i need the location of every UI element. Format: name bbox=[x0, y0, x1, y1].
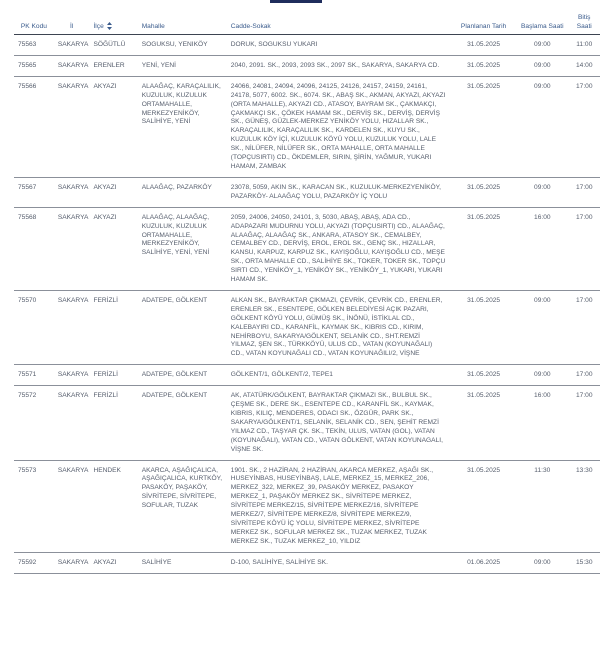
table-row bbox=[14, 55, 600, 76]
cell-bitis: 17:00 bbox=[569, 76, 601, 177]
cell-pk: 75567 bbox=[14, 177, 54, 207]
cell-bitis: 15:30 bbox=[569, 552, 601, 573]
cell-baslama: 09:00 bbox=[516, 35, 568, 56]
cell-il: SAKARYA bbox=[54, 552, 90, 573]
cell-tarih: 31.05.2025 bbox=[451, 460, 516, 552]
table-row bbox=[14, 207, 600, 290]
cell-ilce: FERİZLİ bbox=[89, 365, 137, 386]
cell-mahalle: ALAAĞAÇ, ALAAĞAÇ, KUZULUK, KUZULUK ORTAMAHALLE, MERKEZYENİKÖY, SALİHİYE, YENİ, YENİ bbox=[138, 207, 227, 290]
table-row bbox=[14, 76, 600, 177]
cell-ilce: SÖĞÜTLÜ bbox=[89, 35, 137, 56]
cell-ilce: AKYAZI bbox=[89, 552, 137, 573]
table-row bbox=[14, 177, 600, 207]
cell-mahalle: AKARCA, AŞAĞIÇALICA, AŞAĞIÇALICA, KURTKÖY, PASAKÖY, PAŞAKÖY, SİVRİTEPE, SİVRİTEPE, SOFULAR, TUZAK bbox=[138, 460, 227, 552]
cell-pk: 75565 bbox=[14, 55, 54, 76]
cell-baslama: 09:00 bbox=[516, 55, 568, 76]
cell-il: SAKARYA bbox=[54, 177, 90, 207]
cell-il: SAKARYA bbox=[54, 386, 90, 460]
column-header-cadde[interactable]: Cadde-Sokak bbox=[227, 6, 451, 35]
cell-bitis: 13:30 bbox=[569, 460, 601, 552]
cell-tarih: 31.05.2025 bbox=[451, 76, 516, 177]
cell-ilce: ERENLER bbox=[89, 55, 137, 76]
cell-tarih: 31.05.2025 bbox=[451, 35, 516, 56]
cell-pk: 75570 bbox=[14, 290, 54, 364]
cell-baslama: 16:00 bbox=[516, 207, 568, 290]
cell-baslama: 09:00 bbox=[516, 552, 568, 573]
top-accent-bar bbox=[270, 0, 322, 3]
cell-cadde: 2040, 2091. SK., 2093, 2093 SK., 2097 SK., SAKARYA, SAKARYA CD. bbox=[227, 55, 451, 76]
cell-cadde: 24066, 24081, 24094, 24096, 24125, 24126, 24157, 24159, 24161, 24178, 5077, 6002. SK., 6074. SK., ABAŞ SK., AKMAN, AKYAZI, AKYAZI (ORTA MAHALLE), AKYAZI CD., ATASOY, BAYRAM SK., ÇAKMAKÇI, ÇAKMAKÇI SK., ÇÖKEK HAMAM SK., DERVİŞ SK., DERVİŞ, DERVİŞ SK., GÜNEŞ, GÜZLEK-MERKEZ YENİKÖY YOLU, HIZALLAR SK., KARAÇALILIK, KARAÇALILIK SK., KARDELEN SK., KUYU SK., KUZULUK KÖY İÇİ, KUZULUK KÖYÜ YOLU, KUZULUK YOLU, LALE SK., NİLÜFER, NİLÜFER SK., ORTA MAHALLE, ORTA MAHALLE (TOPÇUSIRTI) CD., ÖKDEMLER, SIRIN, ŞİRİN, YAĞMUR, YUKARI HAMAM, ZAMBAK bbox=[227, 76, 451, 177]
cell-mahalle: YENİ, YENİ bbox=[138, 55, 227, 76]
cell-ilce: AKYAZI bbox=[89, 76, 137, 177]
cell-mahalle: SALİHİYE bbox=[138, 552, 227, 573]
column-header-mahalle[interactable]: Mahalle bbox=[138, 6, 227, 35]
cell-pk: 75572 bbox=[14, 386, 54, 460]
cell-bitis: 11:00 bbox=[569, 35, 601, 56]
column-header-bitis[interactable]: Bitiş Saati bbox=[569, 6, 601, 35]
cell-pk: 75592 bbox=[14, 552, 54, 573]
cell-mahalle: ALAAĞAÇ, PAZARKÖY bbox=[138, 177, 227, 207]
cell-ilce: FERİZLİ bbox=[89, 386, 137, 460]
cell-ilce: FERİZLİ bbox=[89, 290, 137, 364]
cell-il: SAKARYA bbox=[54, 76, 90, 177]
cell-cadde: AK, ATATÜRK/GÖLKENT, BAYRAKTAR ÇIKMAZI SK., BULBUL SK., ÇEŞME SK., DERE SK., ESENTEPE CD., KARANFİL SK., KAYMAK, KIBRIS, KILIÇ, MENDERES, ODACI SK., ÖZGÜR, PARK SK., SAKARYA/GÖLKENT/1, SELANİK, SELANİK CD., SEN, ŞEHİT REMZİ YILMAZ CD., TAŞYAR ÇK. SK., TEKİN, ULUS, VATAN (GOL), VATAN (KOYUNAĞALI), VATAN CD., VATAN GÖLKENT, VATAN KOYUNAGALI, VİŞNE SK. bbox=[227, 386, 451, 460]
cell-pk: 75568 bbox=[14, 207, 54, 290]
cell-tarih: 31.05.2025 bbox=[451, 207, 516, 290]
cell-mahalle: ADATEPE, GÖLKENT bbox=[138, 365, 227, 386]
cell-tarih: 31.05.2025 bbox=[451, 177, 516, 207]
column-header-tarih[interactable]: Planlanan Tarih bbox=[451, 6, 516, 35]
cell-cadde: 23078, 5059, AKIN SK., KARACAN SK., KUZULUK-MERKEZYENİKÖY, PAZARKÖY- ALAAĞAÇ YOLU, PAZARKÖY İÇ YOLU bbox=[227, 177, 451, 207]
cell-bitis: 17:00 bbox=[569, 290, 601, 364]
cell-bitis: 17:00 bbox=[569, 207, 601, 290]
cell-pk: 75566 bbox=[14, 76, 54, 177]
column-header-ilce[interactable] bbox=[89, 6, 137, 35]
cell-il: SAKARYA bbox=[54, 55, 90, 76]
cell-baslama: 09:00 bbox=[516, 76, 568, 177]
cell-cadde: 1901. SK., 2 HAZİRAN, 2 HAZİRAN, AKARCA MERKEZ, AŞAĞI SK., HUSEYİNBAS, HUSEYİNBAŞ, LALE, MERKEZ_15, MERKEZ_206, MERKEZ_322, MERKEZ_39, PASAKÖY MERKEZ, PASAKOY MERKEZ_1, PAŞAKÖY MERKEZ SK., SİVRİTEPE MERKEZ, SİVRİTEPE MERKEZ/15, SİVRİTEPE MERKEZ/16, SİVRİTEPE MERKEZ/7, SİVRİTEPE MERKEZ/8, SİVRİTEPE MERKEZ/9, SİVRİTEPE KÖYÜ İÇ YOLU, SİVRİTEPE MERKEZ, SİVRİTEPE MERKEZ SK., SOFULAR MERKEZ SK., TUZAK MERKEZ, TUZAK MERKEZ SK., TUZAK MERKEZ_10, YILDIZ bbox=[227, 460, 451, 552]
cell-pk: 75573 bbox=[14, 460, 54, 552]
cell-bitis: 14:00 bbox=[569, 55, 601, 76]
cell-bitis: 17:00 bbox=[569, 386, 601, 460]
cell-il: SAKARYA bbox=[54, 290, 90, 364]
column-header-baslama[interactable]: Başlama Saati bbox=[516, 6, 568, 35]
cell-pk: 75571 bbox=[14, 365, 54, 386]
cell-cadde: DORUK, SOGUKSU YUKARI bbox=[227, 35, 451, 56]
cell-baslama: 09:00 bbox=[516, 365, 568, 386]
cell-bitis: 17:00 bbox=[569, 365, 601, 386]
cell-tarih: 01.06.2025 bbox=[451, 552, 516, 573]
cell-ilce: AKYAZI bbox=[89, 207, 137, 290]
table-row bbox=[14, 365, 600, 386]
cell-tarih: 31.05.2025 bbox=[451, 386, 516, 460]
cell-cadde: D-100, SALİHİYE, SALİHİYE SK. bbox=[227, 552, 451, 573]
table-row bbox=[14, 290, 600, 364]
column-header-ilce-label: İlçe bbox=[93, 23, 104, 31]
table-header bbox=[14, 6, 600, 35]
table-row bbox=[14, 460, 600, 552]
column-header-pk[interactable]: PK Kodu bbox=[14, 6, 54, 35]
cell-baslama: 09:00 bbox=[516, 290, 568, 364]
cell-mahalle: ALAAĞAÇ, KARAÇALILIK, KUZULUK, KUZULUK ORTAMAHALLE, MERKEZYENİKÖY, SALİHİYE, YENİ bbox=[138, 76, 227, 177]
cell-tarih: 31.05.2025 bbox=[451, 365, 516, 386]
cell-baslama: 11:30 bbox=[516, 460, 568, 552]
cell-mahalle: ADATEPE, GÖLKENT bbox=[138, 290, 227, 364]
table-row bbox=[14, 552, 600, 573]
cell-mahalle: SOGUKSU, YENIKÖY bbox=[138, 35, 227, 56]
cell-il: SAKARYA bbox=[54, 207, 90, 290]
table-body bbox=[14, 35, 600, 574]
cell-bitis: 17:00 bbox=[569, 177, 601, 207]
cell-cadde: ALKAN SK., BAYRAKTAR ÇIKMAZI, ÇEVRİK, ÇEVRİK CD., ERENLER, ERENLER SK., ESENTEPE, GÖLKEN BELEDİYESİ AÇIK PAZARI, GÖLKENT KÖYÜ YOLU, GÜMÜŞ SK., İNÖNÜ, İSTİKLAL CD., KALEBAYIRI CD., KARANFİL, KAYMAK SK., KIBRIS CD., KIRIM, NEHİRBOYU, SAKARYA/GÖLKENT, SELANİK CD., SHT.REMZİ YILMAZ, ŞEN SK., TÜRKKÖYÜ, ULUS CD., VATAN (KOYUNAĞALI) CD., VATAN KOYUNAĞALI CD., VATAN KOYUNAĞILI/2, VİŞNE bbox=[227, 290, 451, 364]
cell-tarih: 31.05.2025 bbox=[451, 55, 516, 76]
cell-ilce: AKYAZI bbox=[89, 177, 137, 207]
cell-ilce: HENDEK bbox=[89, 460, 137, 552]
cell-cadde: GÖLKENT/1, GÖLKENT/2, TEPE1 bbox=[227, 365, 451, 386]
sort-icon[interactable] bbox=[107, 22, 112, 30]
planned-outage-table bbox=[14, 6, 600, 574]
cell-il: SAKARYA bbox=[54, 365, 90, 386]
cell-baslama: 09:00 bbox=[516, 177, 568, 207]
cell-tarih: 31.05.2025 bbox=[451, 290, 516, 364]
cell-il: SAKARYA bbox=[54, 460, 90, 552]
cell-mahalle: ADATEPE, GÖLKENT bbox=[138, 386, 227, 460]
table-row bbox=[14, 386, 600, 460]
cell-il: SAKARYA bbox=[54, 35, 90, 56]
cell-pk: 75563 bbox=[14, 35, 54, 56]
cell-baslama: 16:00 bbox=[516, 386, 568, 460]
column-header-il[interactable]: İl bbox=[54, 6, 90, 35]
table-row bbox=[14, 35, 600, 56]
cell-cadde: 2059, 24006, 24050, 24101, 3, 5030, ABAŞ, ABAŞ, ADA CD., ADAPAZARI MUDURNU YOLU, AKYAZI (TOPÇUSIRTI) CD., ALAAĞAÇ, ALAAĞAÇ, ALAAĞAÇ SK., ANKARA, ATASOY SK., CEMALBEY, CEMALBEY CD., DERVİŞ, EROL, EROL SK., GENÇ SK., HIZALLAR, KANSU, KARPUZ, KARPUZ SK., KAYIŞOĞLU, KAYIŞOĞLU CD., MEŞE SK., ORTA MAHALLE CD., SALİHİYE SK., TOKER, TOKER SK., TOPÇU SIRTI CD., YENİKÖY_1, YENİKÖY SK., YENİKÖY_1, YUKARI, YUKARI HAMAM SK. bbox=[227, 207, 451, 290]
